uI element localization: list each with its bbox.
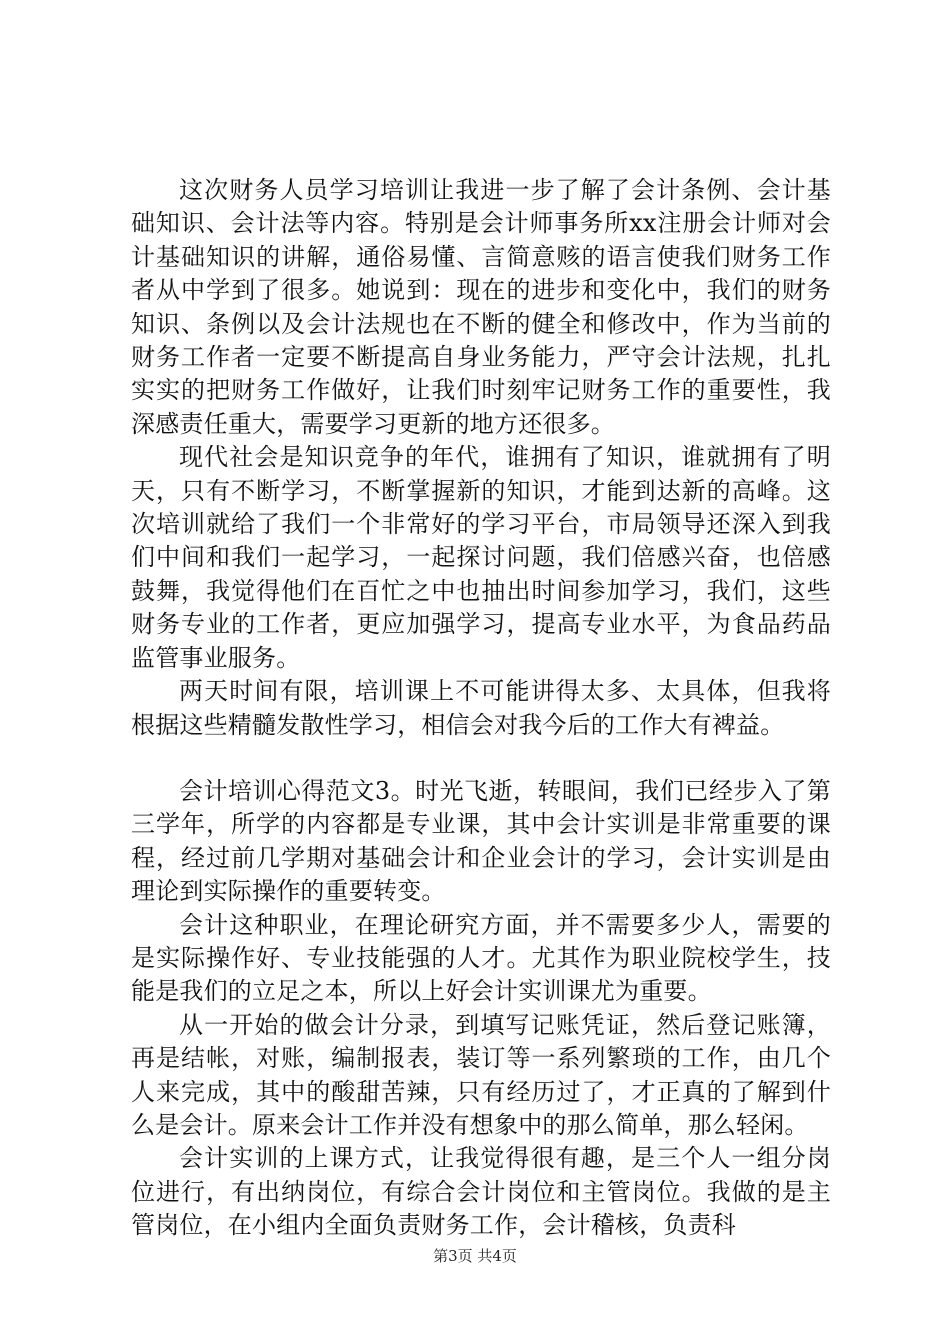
paragraph: 现代社会是知识竞争的年代，谁拥有了知识，谁就拥有了明天，只有不断学习，不断掌握新的知识，才能到达新的高峰。这次培训就给了我们一个非常好的学习平台，市局领导还深入到我们中间和我们一起学习，一起探讨问题，我们倍感兴奋，也倍感鼓舞，我觉得他们在百忙之中也抽出时间参加学习，我们，这些财务专业的工作者，更应加强学习，提高专业水平，为食品药品监管事业服务。 (131, 443, 831, 672)
paragraph: 会计培训心得范文3。时光飞逝，转眼间，我们已经步入了第三学年，所学的内容都是专业课，其中会计实训是非常重要的课程，经过前几学期对基础会计和企业会计的学习，会计实训是由理论到实际操作的重要转变。 (131, 776, 831, 906)
paragraph: 从一开始的做会计分录，到填写记账凭证，然后登记账簿，再是结帐，对账，编制报表，装订等一系列繁琐的工作，由几个人来完成，其中的酸甜苦辣，只有经历过了，才正真的了解到什么是会计。原来会计工作并没有想象中的那么简单，那么轻闲。 (131, 1010, 831, 1139)
paragraph: 会计这种职业，在理论研究方面，并不需要多少人，需要的是实际操作好、专业技能强的人才。尤其作为职业院校学生，技能是我们的立足之本，所以上好会计实训课尤为重要。 (131, 910, 831, 1006)
paragraph-gap (131, 742, 831, 775)
page-number-footer: 第3页 共4页 (433, 1247, 517, 1265)
paragraph: 这次财务人员学习培训让我进一步了解了会计条例、会计基础知识、会计法等内容。特别是会计师事务所xx注册会计师对会计基础知识的讲解，通俗易懂、言简意赅的语言使我们财务工作者从中学到了很多。她说到：现在的进步和变化中，我们的财务知识、条例以及会计法规也在不断的健全和修改中，作为当前的财务工作者一定要不断提高自身业务能力，严守会计法规，扎扎实实的把财务工作做好，让我们时刻牢记财务工作的重要性，我深感责任重大，需要学习更新的地方还很多。 (131, 176, 831, 438)
body-text (131, 174, 831, 1243)
paragraph: 两天时间有限，培训课上不可能讲得太多、太具体，但我将根据这些精髓发散性学习，相信会对我今后的工作大有裨益。 (131, 677, 831, 739)
paragraph: 会计实训的上课方式，让我觉得很有趣，是三个人一组分岗位进行，有出纳岗位，有综合会计岗位和主管岗位。我做的是主管岗位，在小组内全面负责财务工作，会计稽核，负责科 (131, 1144, 831, 1240)
